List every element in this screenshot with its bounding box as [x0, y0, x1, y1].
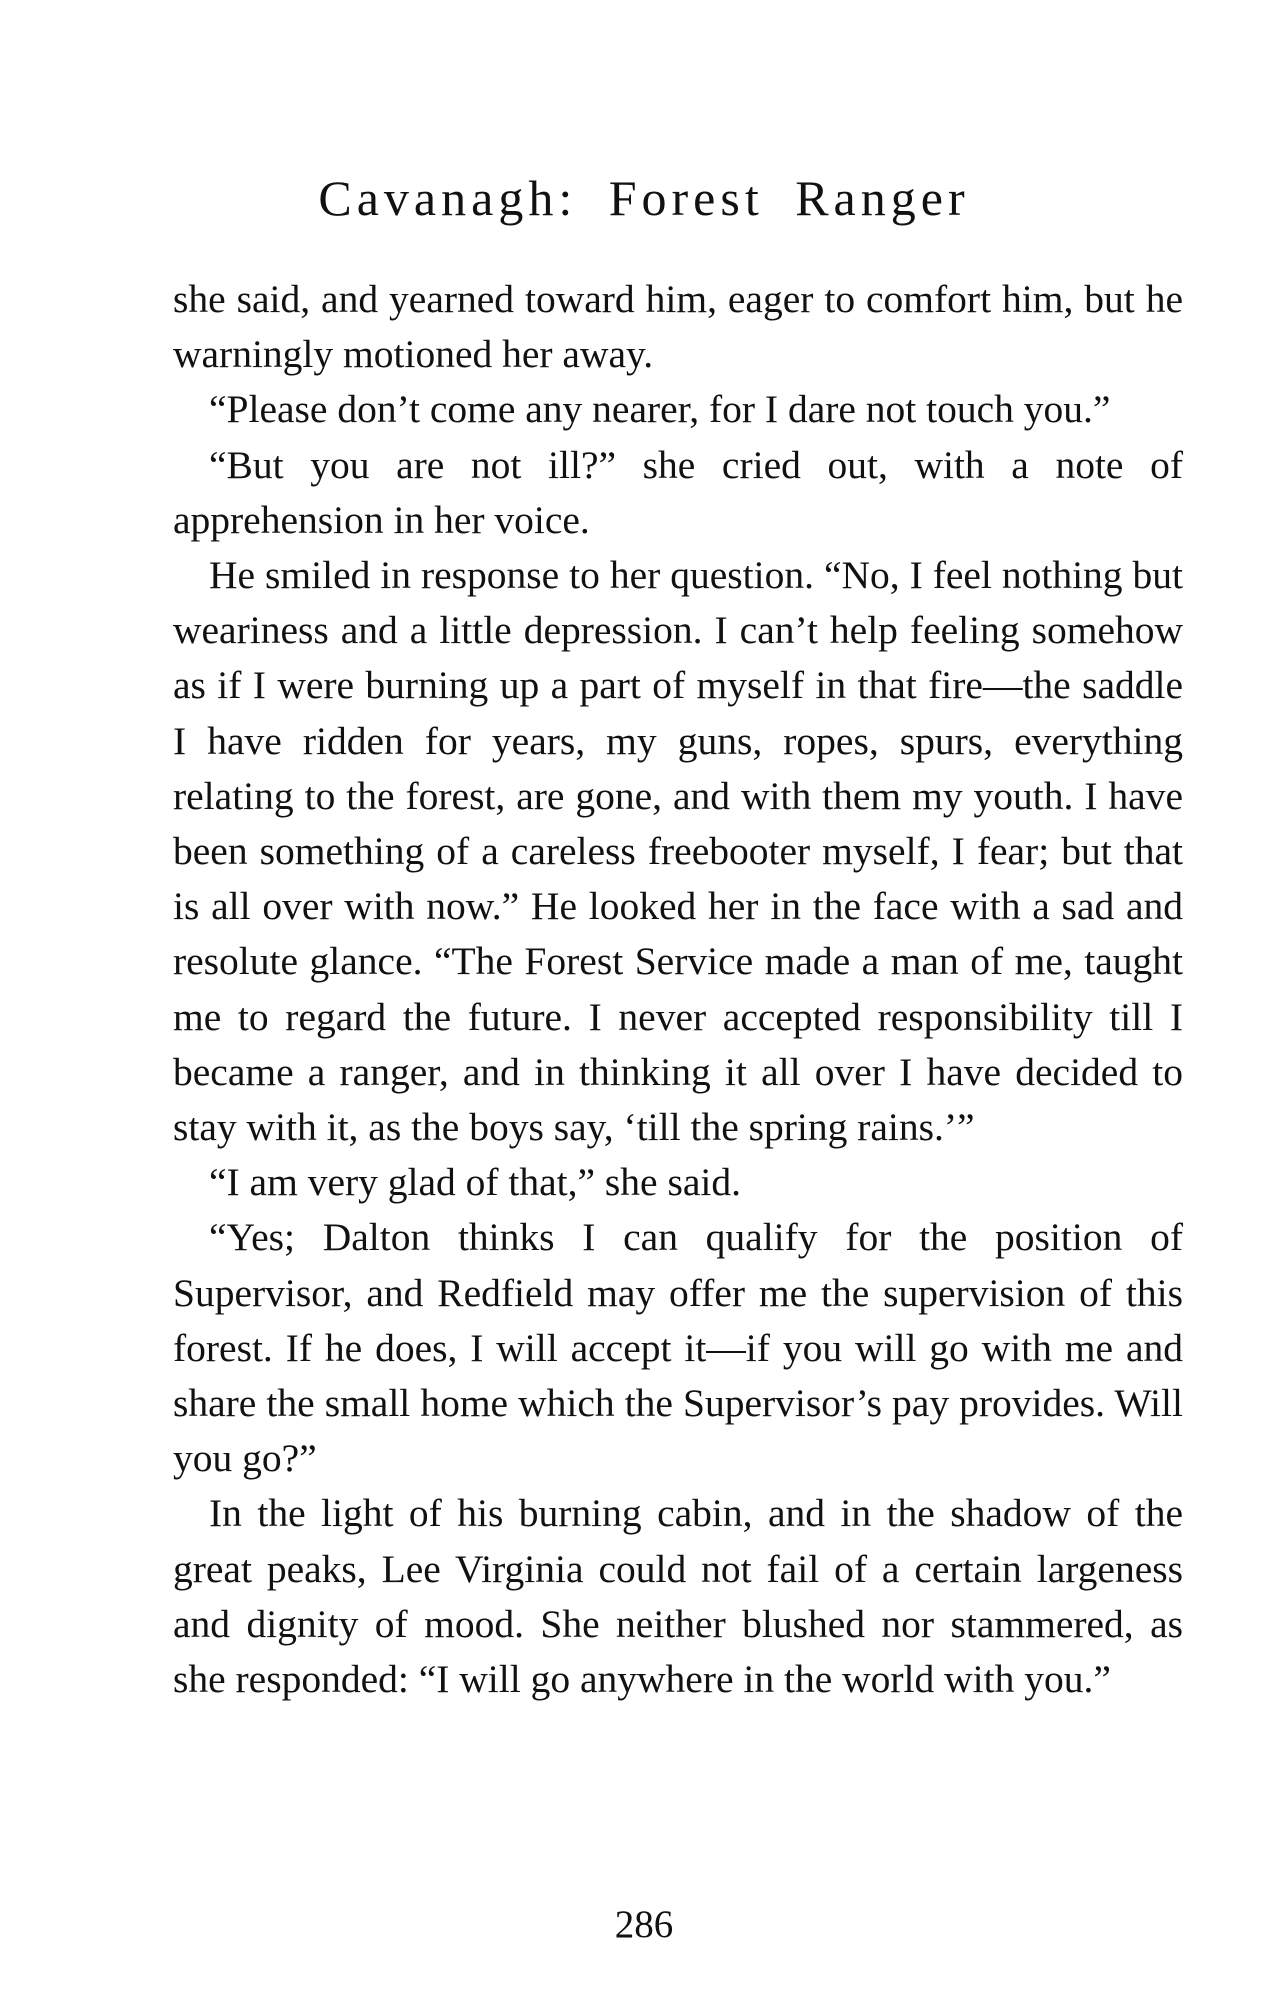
paragraph: “Please don’t come any nearer, for I dare not touch you.” — [209, 387, 1111, 432]
paragraph: In the light of his burning cabin, and in the shadow of the great peaks, Lee Virginia could not fail of a certain largeness and dignity of mood. She neither blushed nor stammered, as she responded: “I will go anywhere in the world with you.” — [173, 1491, 1183, 1702]
paragraph: He smiled in response to her question. “No, I feel nothing but weariness and a little depression. I can’t help feeling somehow as if I were burning up a part of myself in that fire—the saddle I have ridden for years, my guns, ropes, spurs, everything relating to the forest, are gone, and with them my youth. I have been something of a careless freebooter myself, I fear; but that is all over with now.” He looked her in the face with a sad and resolute glance. “The Forest Service made a man of me, taught me to regard the future. I never accepted responsibility till I became a ranger, and in thinking it all over I have decided to stay with it, as the boys say, ‘till the spring rains.’” — [173, 553, 1183, 1150]
page-number: 286 — [614, 1903, 674, 1946]
body-text — [173, 272, 1183, 1707]
paragraph-continued: she said, and yearned toward him, eager to comfort him, but he warningly motioned her away. — [173, 277, 1183, 377]
running-head: Cavanagh: Forest Ranger — [318, 170, 970, 226]
paragraph: “Yes; Dalton thinks I can qualify for the position of Supervisor, and Redfield may offer me the supervision of this forest. If he does, I will accept it—if you will go with me and share the small home which the Supervisor’s pay provides. Will you go?” — [173, 1215, 1183, 1481]
paragraph: “I am very glad of that,” she said. — [209, 1160, 741, 1205]
paragraph: “But you are not ill?” she cried out, with a note of apprehension in her voice. — [173, 442, 1183, 542]
